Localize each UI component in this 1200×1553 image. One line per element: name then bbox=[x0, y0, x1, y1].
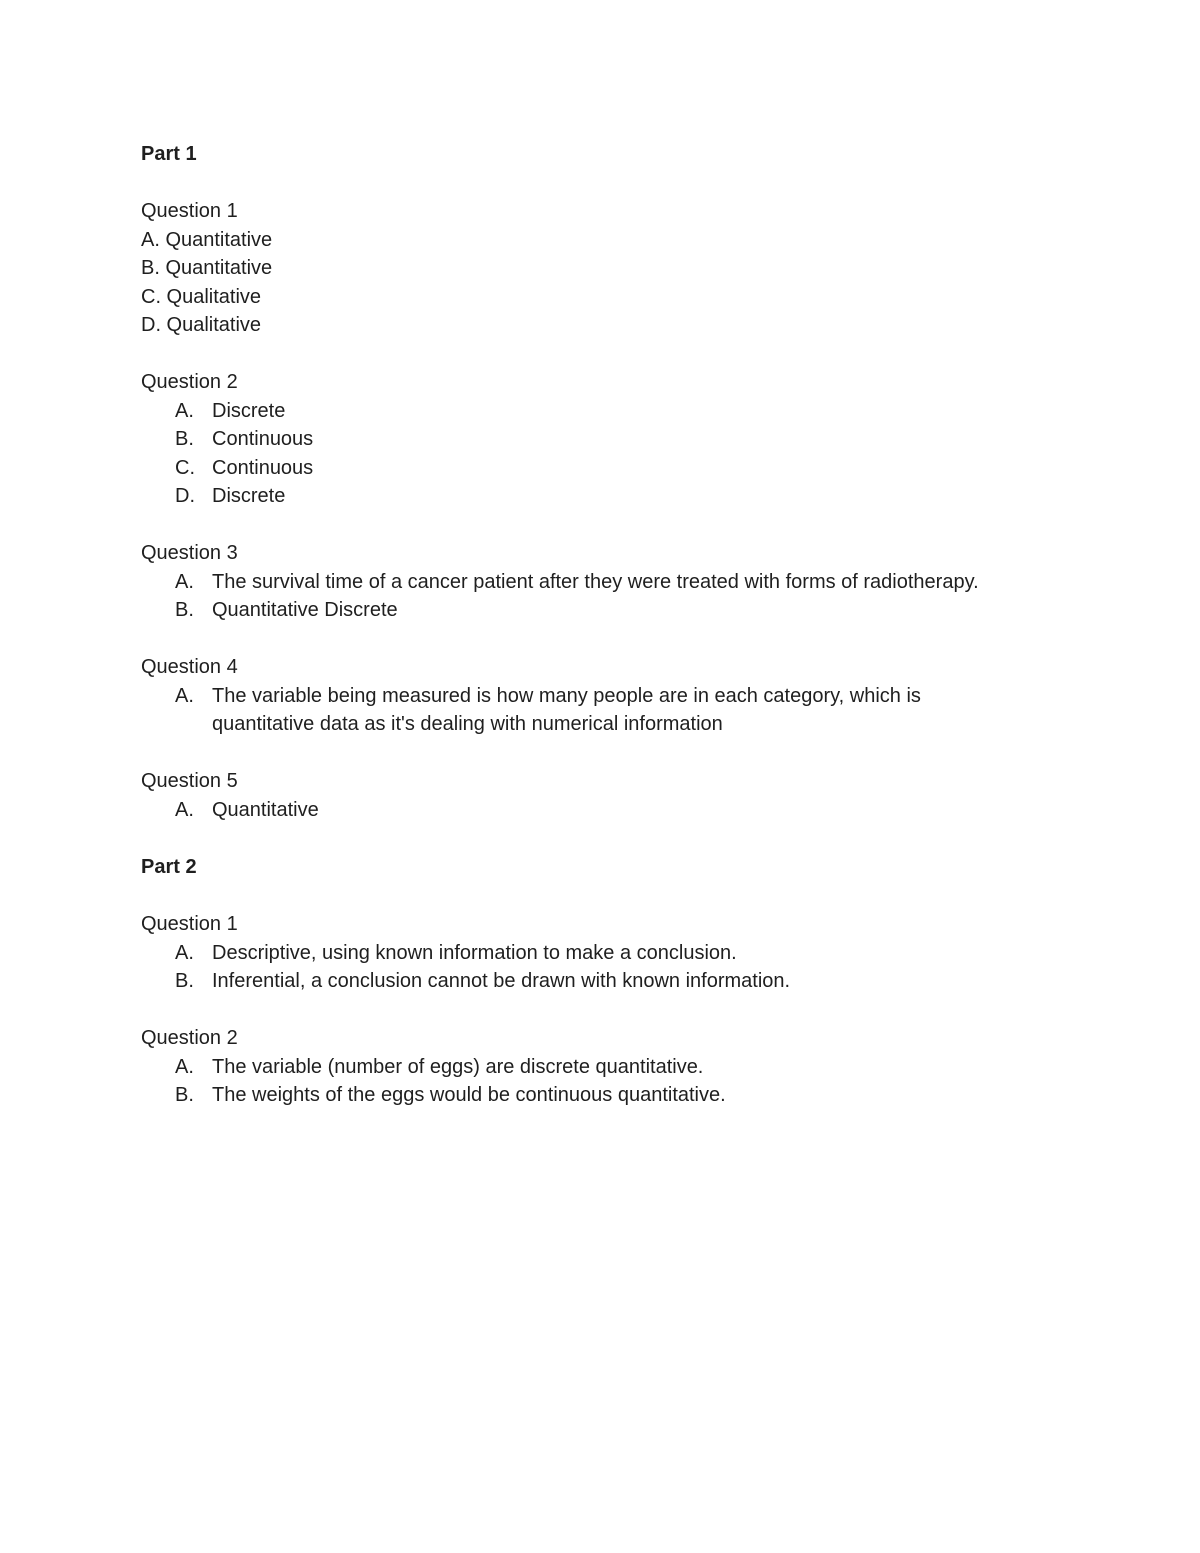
answer-text-line1: The variable being measured is how many people are in each category, which is bbox=[212, 684, 921, 707]
answer-text: Discrete bbox=[212, 485, 286, 508]
list-item bbox=[141, 682, 1012, 739]
answer-text: The variable (number of eggs) are discrete quantitative. bbox=[212, 1055, 704, 1078]
list-item bbox=[141, 482, 1012, 511]
part1-question1 bbox=[141, 197, 272, 340]
list-marker: A. bbox=[175, 684, 194, 707]
question-label: Question 1 bbox=[141, 200, 238, 222]
part1-question3 bbox=[141, 539, 1012, 625]
question-label: Question 2 bbox=[141, 1027, 238, 1049]
list-marker: B. bbox=[175, 1084, 194, 1107]
list-item bbox=[141, 796, 1012, 825]
list-item bbox=[141, 397, 1012, 426]
list-item bbox=[141, 1081, 1012, 1110]
list-marker: A. bbox=[175, 570, 194, 593]
list-item bbox=[141, 454, 1012, 483]
question-label: Question 1 bbox=[141, 913, 238, 935]
question-label: Question 3 bbox=[141, 542, 238, 564]
list-item bbox=[141, 568, 1012, 597]
answer-line: A. Quantitative bbox=[141, 228, 273, 251]
list-item bbox=[141, 596, 1012, 625]
list-item bbox=[141, 425, 1012, 454]
list-marker: C. bbox=[175, 456, 195, 479]
list-marker: A. bbox=[175, 798, 194, 821]
list-item bbox=[141, 1053, 1012, 1082]
part2-question1 bbox=[141, 910, 1012, 996]
answer-list bbox=[141, 939, 1012, 996]
part1-question4 bbox=[141, 653, 1012, 739]
answer-list bbox=[141, 397, 1012, 511]
question-label: Question 4 bbox=[141, 656, 238, 678]
answer-text: The weights of the eggs would be continuous quantitative. bbox=[212, 1084, 726, 1107]
list-marker: B. bbox=[175, 599, 194, 622]
answer-list bbox=[141, 568, 1012, 625]
answer-list bbox=[141, 796, 1012, 825]
answer-list bbox=[141, 682, 1012, 739]
list-marker: B. bbox=[175, 428, 194, 451]
answer-text: Continuous bbox=[212, 428, 314, 451]
answer-text: Inferential, a conclusion cannot be drawn with known information. bbox=[212, 970, 791, 993]
part1-question5 bbox=[141, 767, 1012, 824]
question-label: Question 2 bbox=[141, 371, 238, 393]
question-label: Question 5 bbox=[141, 770, 238, 792]
part1-section bbox=[141, 140, 197, 169]
answer-line: B. Quantitative bbox=[141, 257, 273, 280]
answer-text: Descriptive, using known information to make a conclusion. bbox=[212, 941, 737, 964]
part2-section bbox=[141, 853, 197, 882]
answer-text: Continuous bbox=[212, 456, 314, 479]
list-item bbox=[141, 939, 1012, 968]
answer-list bbox=[141, 1053, 1012, 1110]
list-item bbox=[141, 967, 1012, 996]
list-marker: B. bbox=[175, 970, 194, 993]
list-marker: A. bbox=[175, 1055, 194, 1078]
part1-title: Part 1 bbox=[141, 143, 197, 165]
answer-text: Quantitative bbox=[212, 798, 319, 821]
answer-text-line2: quantitative data as it's dealing with numerical information bbox=[212, 713, 723, 736]
answer-line: D. Qualitative bbox=[141, 314, 262, 337]
answer-line: C. Qualitative bbox=[141, 285, 262, 308]
answer-text: The survival time of a cancer patient after they were treated with forms of radiotherapy. bbox=[212, 570, 979, 593]
answer-text: Quantitative Discrete bbox=[212, 599, 398, 622]
part1-question2 bbox=[141, 368, 1012, 511]
list-marker: D. bbox=[175, 485, 195, 508]
part2-question2 bbox=[141, 1024, 1012, 1110]
list-marker: A. bbox=[175, 399, 194, 422]
part2-title: Part 2 bbox=[141, 856, 197, 878]
list-marker: A. bbox=[175, 941, 194, 964]
answer-text: Discrete bbox=[212, 399, 286, 422]
